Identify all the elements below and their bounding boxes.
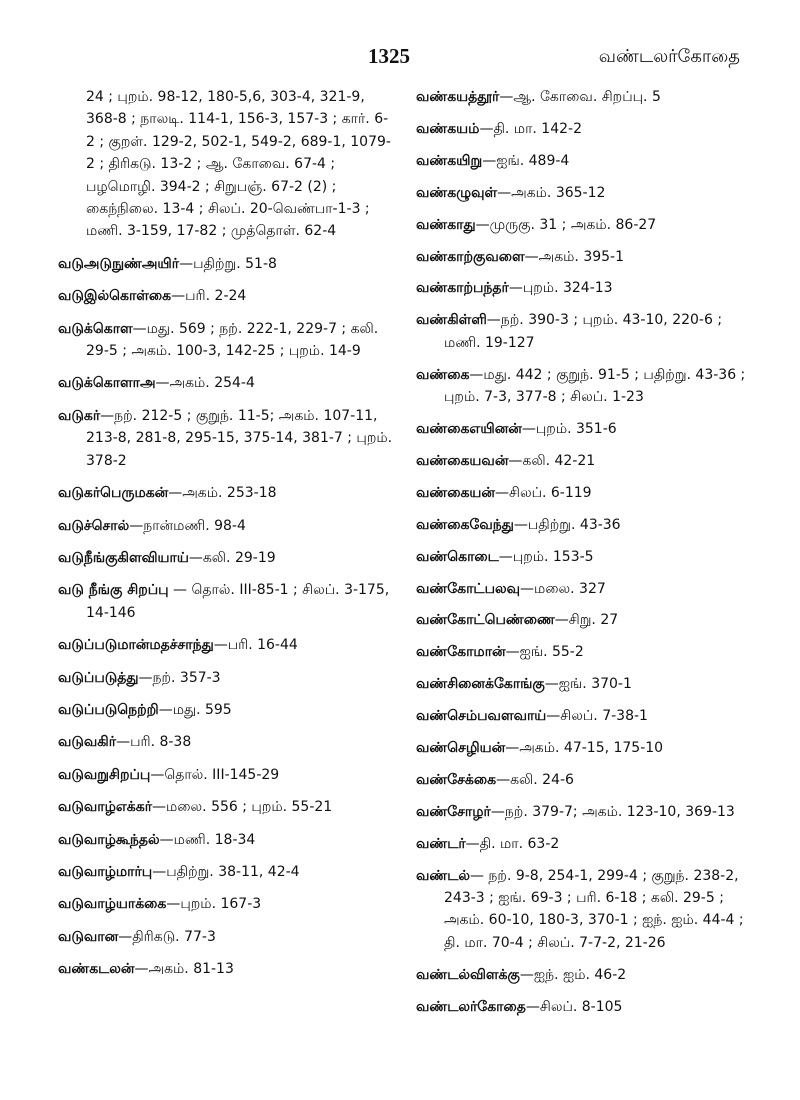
index-entry xyxy=(416,546,746,568)
entry-headword: வண்கோமான் xyxy=(416,644,506,661)
entry-references: —ஆ. கோவை. சிறப்பு. 5 xyxy=(499,89,661,105)
entry-headword: வண்செம்பவளவாய் xyxy=(416,708,547,725)
entry-headword: வடுப்படுமான்மதச்சாந்து xyxy=(58,637,214,654)
entry-headword: வடுவாழ்எக்கர் xyxy=(58,799,153,816)
index-entry xyxy=(416,514,746,536)
entry-references: —கலி. 42-21 xyxy=(508,452,596,469)
entry-headword: வடுப்படுத்து xyxy=(58,669,139,686)
page-number: 1325 xyxy=(368,44,410,68)
entry-references: —கலி. 29-19 xyxy=(188,549,276,566)
index-entry xyxy=(416,246,746,268)
entry-references: —நற். 379-7; அகம். 123-10, 369-13 xyxy=(490,803,735,820)
entry-headword: வண்காது xyxy=(416,216,476,233)
entry-references: —அகம். 81-13 xyxy=(134,961,234,978)
index-entry xyxy=(58,829,394,851)
index-entry xyxy=(416,641,746,663)
index-entry xyxy=(58,253,394,275)
entry-headword: வண்கை xyxy=(416,366,470,383)
entry-references: —கலி. 24-6 xyxy=(496,771,574,788)
index-entry xyxy=(58,515,394,537)
index-entry xyxy=(58,405,394,472)
entry-references: —தி. மா. 63-2 xyxy=(465,835,560,852)
index-entry xyxy=(416,737,746,759)
entry-references: —தி. மா. 142-2 xyxy=(479,120,582,137)
entry-references: —சிறு. 27 xyxy=(554,612,619,629)
entry-headword: வண்கயம் xyxy=(416,120,480,137)
entry-references: —மது. 442 ; குறுந். 91-5 ; பதிற்று. 43-36 ; புறம். 7-3, 377-8 ; சிலப். 1-23 xyxy=(444,366,746,406)
entry-headword: வண்டல் xyxy=(416,867,470,884)
entry-headword: வண்டர் xyxy=(416,835,466,852)
entry-headword: வடுவாழ்கூந்தல் xyxy=(58,831,160,848)
entry-references: —புறம். 153-5 xyxy=(498,548,594,565)
entry-references: —புறம். 351-6 xyxy=(521,420,617,437)
entry-headword: வடுப்படுநெற்றி xyxy=(58,701,159,718)
entry-headword: வண்கயத்தூர் xyxy=(416,89,500,105)
index-entry xyxy=(58,372,394,394)
entry-references: —நற். 357-3 xyxy=(138,669,221,686)
index-entry xyxy=(416,364,746,409)
index-entry xyxy=(416,769,746,791)
entry-references: —சிலப். 6-119 xyxy=(495,484,592,501)
entry-references: 24 ; புறம். 98-12, 180-5,6, 303-4, 321-9, 368-8 ; நாலடி. 114-1, 156-3, 157-3 ; கார். 6-2 ; குறள். 129-2, 502-1, 549-2, 689-1, 1079-2 ; திரிகடு. 13-2 ; ஆ. கோவை. 67-4 ; பழமொழி. 394-2 ; சிறுபஞ். 67-2 (2) ; கைந்நிலை. 13-4 ; சிலப். 20-வெண்பா-1-3 ; மணி. 3-159, 17-82 ; முத்தொள். 62-4 xyxy=(86,89,391,240)
index-entry xyxy=(416,609,746,631)
entry-headword: வடுக்கொள xyxy=(58,320,133,337)
entry-references: — தொல். III-85-1 ; சிலப். 3-175, 14-146 xyxy=(86,582,390,621)
entry-headword: வண்காற்பந்தர் xyxy=(416,280,509,297)
index-entry xyxy=(416,150,746,172)
entry-references: —மது. 595 xyxy=(158,701,232,718)
index-entry xyxy=(58,634,394,656)
entry-references: —பரி. 2-24 xyxy=(171,288,247,305)
right-column xyxy=(416,86,746,1028)
entry-headword: வடுச்சொல் xyxy=(58,517,130,534)
entry-references: — நற். 9-8, 254-1, 299-4 ; குறுந். 238-2, 243-3 ; ஐங். 69-3 ; பரி. 6-18 ; கலி. 29-5 ; அகம். 60-10, 180-3, 370-1 ; ஐந். ஐம். 44-4 ; தி. மா. 70-4 ; சிலப். 7-7-2, 21-26 xyxy=(444,867,744,951)
entry-references: —அகம். 254-4 xyxy=(155,375,255,392)
index-entry xyxy=(416,86,746,108)
entry-references: —முருகு. 31 ; அகம். 86-27 xyxy=(475,216,657,233)
index-entry xyxy=(416,482,746,504)
entry-references: —புறம். 324-13 xyxy=(508,280,613,297)
entry-headword: வடுவான xyxy=(58,928,119,945)
entry-references: —அகம். 365-12 xyxy=(497,184,606,201)
entry-headword: வண்கிள்ளி xyxy=(416,312,487,329)
entry-references: —சிலப். 7-38-1 xyxy=(546,708,648,725)
entry-references: —பதிற்று. 38-11, 42-4 xyxy=(152,863,300,880)
index-entry xyxy=(58,547,394,569)
index-entry xyxy=(416,450,746,472)
entry-headword: வண்செழியன் xyxy=(416,740,506,757)
entry-headword: வண்சினைக்கோங்கு xyxy=(416,676,545,693)
index-entry xyxy=(416,277,746,299)
entry-headword: வண்கடலன் xyxy=(58,961,135,978)
entry-headword: வடுவறுசிறப்பு xyxy=(58,766,151,783)
index-entry xyxy=(58,731,394,753)
index-entry xyxy=(416,418,746,440)
entry-references: —ஐங். 370-1 xyxy=(544,676,632,693)
index-entry xyxy=(58,893,394,915)
entry-headword: வடுகர்பெருமகன் xyxy=(58,485,169,502)
entry-references: —அகம். 395-1 xyxy=(524,248,625,265)
entry-references: —ஐந். ஐம். 46-2 xyxy=(519,966,627,983)
left-column xyxy=(58,86,394,991)
running-head: வண்டலர்கோதை xyxy=(598,46,740,67)
index-entry xyxy=(416,182,746,204)
index-entry xyxy=(58,667,394,689)
index-entry xyxy=(58,926,394,948)
entry-references: —பதிற்று. 51-8 xyxy=(179,255,277,272)
index-entry xyxy=(58,699,394,721)
index-entry xyxy=(416,865,746,955)
index-entry xyxy=(58,86,394,243)
entry-references: —மணி. 18-34 xyxy=(159,831,256,848)
entry-headword: வண்கழுவுள் xyxy=(416,184,498,201)
entry-headword: வடுநீங்குகிளவியாய் xyxy=(58,549,189,566)
index-entry xyxy=(58,318,394,363)
entry-headword: வண்கோட்பெண்ணை xyxy=(416,612,555,629)
index-entry xyxy=(416,996,746,1018)
entry-headword: வண்டலர்கோதை xyxy=(416,998,526,1015)
entry-headword: வடுவாழ்மார்பு xyxy=(58,863,153,880)
entry-references: —ஐங். 489-4 xyxy=(482,152,570,169)
entry-references: —ஐங். 55-2 xyxy=(505,644,584,661)
entry-headword: வடுவாழ்யாக்கை xyxy=(58,896,167,913)
entry-headword: வண்டல்விளக்கு xyxy=(416,966,520,983)
entry-headword: வடுக்கொளாஅ xyxy=(58,375,156,392)
index-entry xyxy=(416,833,746,855)
index-entry xyxy=(58,861,394,883)
entry-references: —மலை. 327 xyxy=(520,580,606,597)
index-entry xyxy=(58,796,394,818)
index-entry xyxy=(416,578,746,600)
index-entry xyxy=(58,579,394,624)
entry-headword: வண்சோழர் xyxy=(416,803,491,820)
entry-headword: வண்காற்குவளை xyxy=(416,248,525,265)
entry-references: —நற். 390-3 ; புறம். 43-10, 220-6 ; மணி. 19-127 xyxy=(444,312,723,351)
entry-headword: வடுகர் xyxy=(58,407,101,424)
entry-headword: வடுஇல்கொள்கை xyxy=(58,288,172,305)
entry-headword: வண்கோட்பலவு xyxy=(416,580,521,597)
entry-headword: வண்கையன் xyxy=(416,484,495,501)
entry-headword: வண்கைவேந்து xyxy=(416,516,514,533)
index-entry xyxy=(58,285,394,307)
entry-references: —அகம். 253-18 xyxy=(168,485,277,502)
index-entry xyxy=(416,705,746,727)
entry-references: —மலை. 556 ; புறம். 55-21 xyxy=(152,799,333,816)
entry-references: —தொல். III-145-29 xyxy=(150,766,280,783)
entry-headword: வடுஅடுநுண்அயிர் xyxy=(58,255,180,272)
entry-headword: வண்கயிறு xyxy=(416,152,483,169)
index-entry xyxy=(416,118,746,140)
index-entry xyxy=(58,958,394,980)
index-entry xyxy=(58,482,394,504)
index-entry xyxy=(416,309,746,354)
entry-references: —பரி. 8-38 xyxy=(116,734,192,751)
entry-headword: வண்கையவன் xyxy=(416,452,509,469)
entry-references: —நற். 212-5 ; குறுந். 11-5; அகம். 107-11, 213-8, 281-8, 295-15, 375-14, 381-7 ; புறம். 378-2 xyxy=(86,407,393,469)
index-entry xyxy=(416,214,746,236)
index-entry xyxy=(58,764,394,786)
entry-headword: வண்கொடை xyxy=(416,548,499,565)
entry-references: —திரிகடு. 77-3 xyxy=(118,928,216,945)
entry-references: —பரி. 16-44 xyxy=(213,637,298,654)
entry-headword: வடு நீங்கு சிறப்பு xyxy=(58,582,169,599)
entry-headword: வடுவகிர் xyxy=(58,734,117,751)
entry-references: —நான்மணி. 98-4 xyxy=(129,517,246,534)
index-entry xyxy=(416,673,746,695)
entry-references: —மது. 569 ; நற். 222-1, 229-7 ; கலி. 29-5 ; அகம். 100-3, 142-25 ; புறம். 14-9 xyxy=(86,320,379,360)
entry-references: —சிலப். 8-105 xyxy=(525,998,623,1015)
entry-references: —புறம். 167-3 xyxy=(166,896,262,913)
entry-headword: வண்கைஎயினன் xyxy=(416,420,522,437)
entry-headword: வண்சேக்கை xyxy=(416,771,497,788)
index-entry xyxy=(416,801,746,823)
entry-references: —பதிற்று. 43-36 xyxy=(513,516,621,533)
index-entry xyxy=(416,964,746,986)
entry-references: —அகம். 47-15, 175-10 xyxy=(505,740,664,757)
page-header xyxy=(0,44,800,74)
